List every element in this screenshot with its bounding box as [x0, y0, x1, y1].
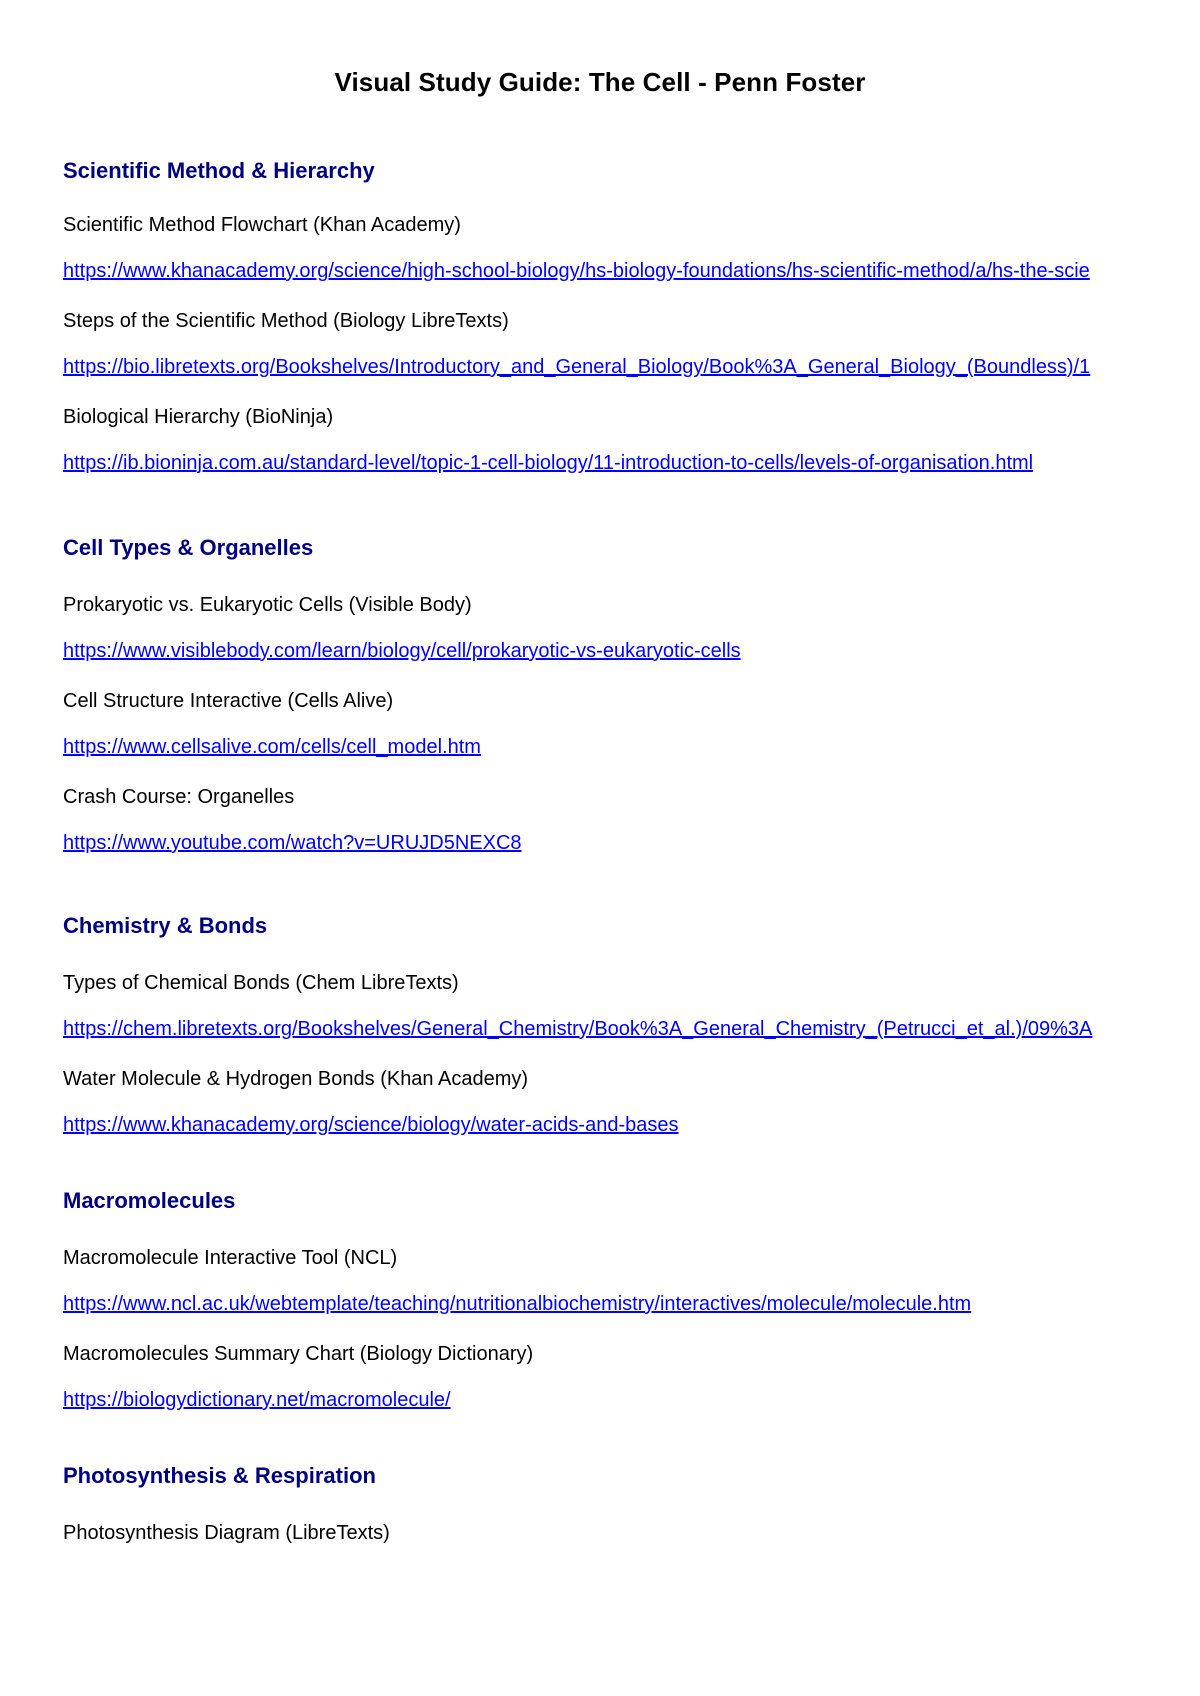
resource-item [63, 1245, 1200, 1317]
resource-title: Cell Structure Interactive (Cells Alive) [63, 690, 394, 712]
section-heading: Scientific Method & Hierarchy [63, 158, 375, 183]
resource-title: Macromolecules Summary Chart (Biology Dictionary) [63, 1343, 534, 1365]
resource-item [63, 1066, 1200, 1138]
resource-item [63, 1520, 1200, 1546]
resource-link[interactable]: https://www.cellsalive.com/cells/cell_model.htm [63, 736, 481, 758]
resource-item [63, 688, 1200, 760]
resource-link[interactable]: https://bio.libretexts.org/Bookshelves/Introductory_and_General_Biology/Book%3A_General_Biology_(Boundless)/1 [63, 356, 1091, 378]
resource-item [63, 1341, 1200, 1413]
section-heading: Cell Types & Organelles [63, 535, 314, 560]
resource-item [63, 404, 1200, 476]
resource-item [63, 592, 1200, 664]
section-photosynthesis [63, 1462, 1200, 1546]
resource-link[interactable]: https://www.khanacademy.org/science/high-school-biology/hs-biology-foundations/hs-scientific-method/a/hs-the-scie [63, 260, 1090, 282]
resource-title: Types of Chemical Bonds (Chem LibreTexts) [63, 972, 459, 994]
resource-title: Water Molecule & Hydrogen Bonds (Khan Academy) [63, 1068, 529, 1090]
section-heading: Photosynthesis & Respiration [63, 1463, 376, 1488]
resource-title: Biological Hierarchy (BioNinja) [63, 406, 334, 428]
resource-item [63, 784, 1200, 856]
section-heading: Macromolecules [63, 1188, 236, 1213]
section-macromolecules [63, 1187, 1200, 1413]
resource-title: Photosynthesis Diagram (LibreTexts) [63, 1522, 390, 1544]
resource-item [63, 308, 1200, 380]
resource-item [63, 970, 1200, 1042]
resource-link[interactable]: https://biologydictionary.net/macromolecule/ [63, 1389, 451, 1411]
resource-link[interactable]: https://ib.bioninja.com.au/standard-level/topic-1-cell-biology/11-introduction-to-cells/levels-of-organisation.html [63, 452, 1034, 474]
resource-title: Macromolecule Interactive Tool (NCL) [63, 1247, 398, 1269]
resource-title: Prokaryotic vs. Eukaryotic Cells (Visible Body) [63, 594, 472, 616]
resource-link[interactable]: https://www.khanacademy.org/science/biology/water-acids-and-bases [63, 1114, 679, 1136]
resource-link[interactable]: https://www.visiblebody.com/learn/biology/cell/prokaryotic-vs-eukaryotic-cells [63, 640, 741, 662]
resource-title: Scientific Method Flowchart (Khan Academy) [63, 214, 461, 236]
section-chemistry [63, 912, 1200, 1138]
page-title: Visual Study Guide: The Cell - Penn Foster [334, 67, 866, 97]
resource-title: Steps of the Scientific Method (Biology LibreTexts) [63, 310, 509, 332]
section-cell-types [63, 534, 1200, 856]
resource-link[interactable]: https://www.ncl.ac.uk/webtemplate/teaching/nutritionalbiochemistry/interactives/molecule/molecule.htm [63, 1293, 972, 1315]
section-scientific-method [63, 157, 1200, 476]
resource-item [63, 212, 1200, 284]
section-heading: Chemistry & Bonds [63, 913, 268, 938]
resource-link[interactable]: https://chem.libretexts.org/Bookshelves/General_Chemistry/Book%3A_General_Chemistry_(Petrucci_et_al.)/09%3A [63, 1018, 1093, 1040]
resource-title: Crash Course: Organelles [63, 786, 295, 808]
resource-link[interactable]: https://www.youtube.com/watch?v=URUJD5NEXC8 [63, 832, 522, 854]
